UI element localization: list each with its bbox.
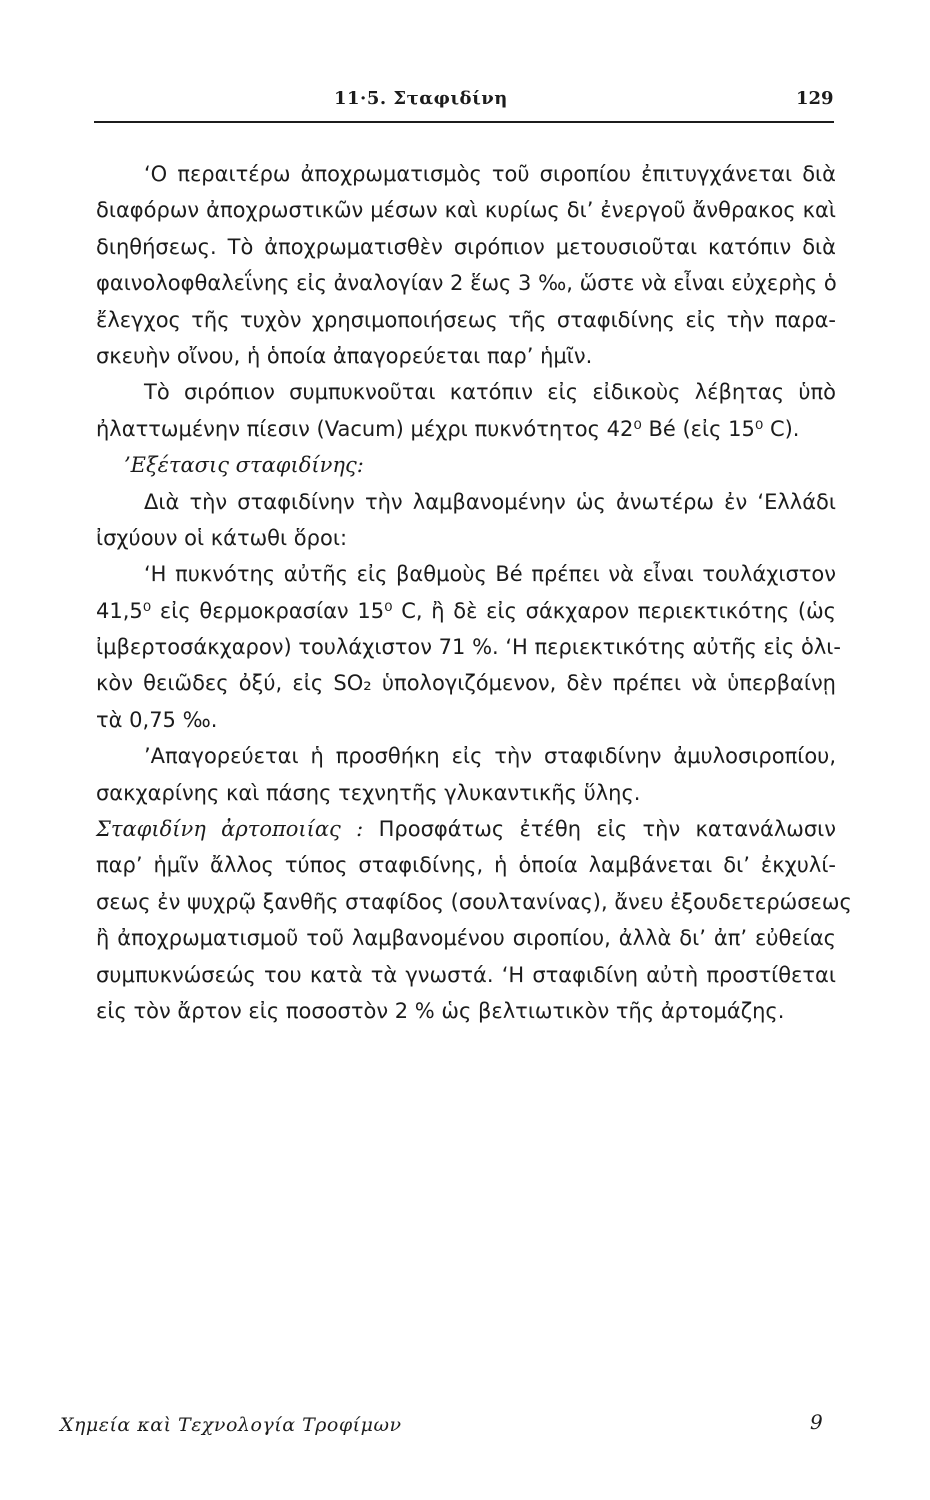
text-line: ἔλεγχος τῆς τυχὸν χρησιμοποιήσεως τῆς σταφιδίνης εἰς τὴν παρα- [96,307,836,332]
text-line: Τὸ σιρόπιον συμπυκνοῦται κατόπιν εἰς εἰδικοὺς λέβητας ὑπὸ [144,380,836,405]
text-line: εἰς τὸν ἄρτον εἰς ποσοστὸν 2 % ὡς βελτιωτικὸν τῆς ἀρτομάζης. [96,998,785,1023]
text-line: Διὰ τὴν σταφιδίνην τὴν λαμβανομένην ὡς ἀνωτέρω ἐν ‘Ελλάδι [144,489,836,514]
text-line: φαινολοφθαλεΐνης εἰς ἀναλογίαν 2 ἕως 3 ‰, ὥστε νὰ εἶναι εὐχερὴς ὁ [96,271,837,296]
header-rule [94,121,834,123]
text-line: παρ’ ἡμῖν ἄλλος τύπος σταφιδίνης, ἡ ὁποία λαμβάνεται δι’ ἐκχυλί- [96,853,836,878]
section-heading: ’Εξέτασις σταφιδίνης: [124,453,364,478]
text-line: τὰ 0,75 ‰. [96,707,218,732]
text-line: σεως ἐν ψυχρῷ ξανθῆς σταφίδος (σουλτανίνας), ἄνευ ἐξουδετερώσεως [96,889,852,914]
text-line: ἢ ἀποχρωματισμοῦ τοῦ λαμβανομένου σιροπίου, ἀλλὰ δι’ ἀπ’ εὐθείας [96,926,836,951]
text-line: ἰσχύουν οἱ κάτωθι ὅροι: [96,525,348,550]
signature-number: 9 [810,1410,823,1434]
text-line: σκευὴν οἴνου, ἡ ὁποία ἀπαγορεύεται παρ’ ἡμῖν. [96,343,593,368]
text-line: διαφόρων ἀποχρωστικῶν μέσων καὶ κυρίως δι’ ἐνεργοῦ ἄνθρακος καὶ [96,198,836,223]
inline-heading: Σταφιδίνη ἀρτοποιίας : [96,817,364,842]
text-line: ‘Ο περαιτέρω ἀποχρωματισμὸς τοῦ σιροπίου ἐπιτυγχάνεται διὰ [144,162,836,186]
text-line: διηθήσεως. Τὸ ἀποχρωματισθὲν σιρόπιον μετουσιοῦται κατόπιν διὰ [96,234,836,259]
text-line: σακχαρίνης καὶ πάσης τεχνητῆς γλυκαντικῆς ὕλης. [96,780,641,805]
inline-text: Προσφάτως ἐτέθη εἰς τὴν κατανάλωσιν [363,817,836,842]
running-head: 11·5. Σταφιδίνη [334,88,508,109]
text-line: συμπυκνώσεώς του κατὰ τὰ γνωστά. ‘Η σταφιδίνη αὐτὴ προστίθεται [96,962,836,987]
text-line: 41,5⁰ εἰς θερμοκρασίαν 15⁰ C, ἢ δὲ εἰς σάκχαρον περιεκτικότης (ὡς [96,598,836,623]
text-line [96,811,836,847]
text-line: ‘Η πυκνότης αὐτῆς εἰς βαθμοὺς Bé πρέπει νὰ εἶναι τουλάχιστον [144,562,836,587]
text-line: ἰμβερτοσάκχαρον) τουλάχιστον 71 %. ‘Η περιεκτικότης αὐτῆς εἰς ὁλι- [96,635,841,660]
text-line: κὸν θειῶδες ὀξύ, εἰς SO₂ ὑπολογιζόμενον, δὲν πρέπει νὰ ὑπερβαίνῃ [96,671,836,696]
page-number: 129 [796,88,834,109]
book-title-footer: Χημεία καὶ Τεχνολογία Τροφίμων [60,1414,402,1436]
text-line: ἠλαττωμένην πίεσιν (Vacum) μέχρι πυκνότητος 42⁰ Bé (εἰς 15⁰ C). [96,416,800,441]
text-line: ’Απαγορεύεται ἡ προσθήκη εἰς τὴν σταφιδίνην ἀμυλοσιροπίου, [144,744,836,769]
body-text [96,156,852,1029]
